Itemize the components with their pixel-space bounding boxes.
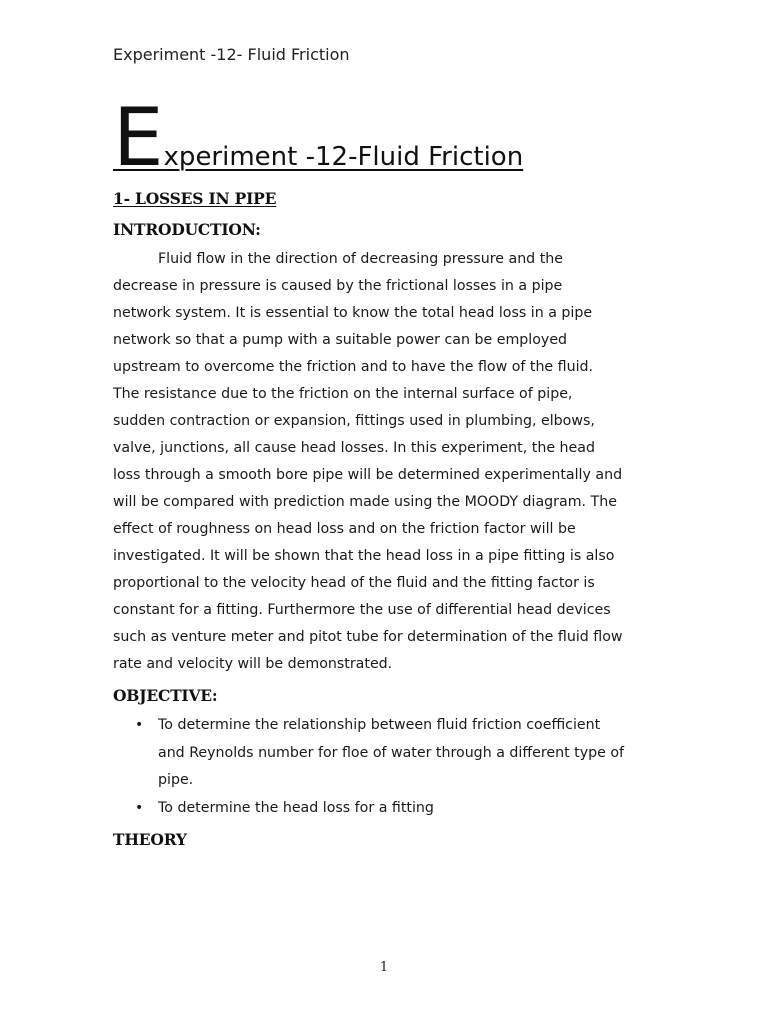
paragraph-line: rate and velocity will be demonstrated.: [113, 656, 393, 672]
paragraph-line: network so that a pump with a suitable power can be employed: [113, 332, 568, 348]
section-heading-introduction: INTRODUCTION:: [113, 220, 261, 239]
objective-line: To determine the head loss for a fitting: [158, 799, 434, 816]
objective-line: and Reynolds number for floe of water through a different type of: [158, 744, 625, 761]
paragraph-line: investigated. It will be shown that the head loss in a pipe fitting is also: [113, 548, 615, 564]
paragraph-line: proportional to the velocity head of the fluid and the fitting factor is: [113, 575, 595, 591]
paragraph-line: valve, junctions, all cause head losses. In this experiment, the head: [113, 440, 595, 456]
paragraph-line: Fluid flow in the direction of decreasing pressure and the: [158, 251, 563, 267]
document-title: [113, 91, 524, 184]
paragraph-line: effect of roughness on head loss and on the friction factor will be: [113, 521, 576, 537]
objective-line: To determine the relationship between fluid friction coefficient: [158, 717, 601, 733]
paragraph-line: sudden contraction or expansion, fittings used in plumbing, elbows,: [113, 413, 595, 429]
introduction-paragraph: [113, 246, 673, 678]
section-heading-losses-in-pipe: 1- LOSSES IN PIPE: [113, 189, 277, 208]
paragraph-line: The resistance due to the friction on the internal surface of pipe,: [113, 386, 573, 402]
paragraph-line: constant for a fitting. Furthermore the use of differential head devices: [113, 602, 611, 618]
paragraph-line: upstream to overcome the friction and to have the flow of the fluid.: [113, 359, 594, 375]
bullet-icon: •: [135, 799, 144, 816]
objective-item: [113, 795, 673, 823]
section-heading-theory: THEORY: [113, 830, 187, 849]
objective-line: pipe.: [158, 772, 194, 788]
paragraph-line: such as venture meter and pitot tube for determination of the fluid flow: [113, 629, 623, 645]
bullet-icon: •: [135, 717, 144, 733]
objective-list: [113, 712, 673, 822]
title-drop-cap: E: [113, 91, 164, 184]
document-title-text: [113, 91, 524, 184]
paragraph-line: will be compared with prediction made using the MOODY diagram. The: [113, 494, 617, 510]
page-number: 1: [379, 960, 389, 975]
section-heading-objective: OBJECTIVE:: [113, 686, 218, 705]
running-header: Experiment -12- Fluid Friction: [113, 45, 350, 64]
paragraph-line: network system. It is essential to know the total head loss in a pipe: [113, 305, 593, 321]
paragraph-line: decrease in pressure is caused by the frictional losses in a pipe: [113, 278, 563, 294]
paragraph-line: loss through a smooth bore pipe will be determined experimentally and: [113, 467, 623, 483]
objective-item: [113, 712, 673, 795]
title-rest: xperiment -12-Fluid Friction: [163, 142, 524, 172]
